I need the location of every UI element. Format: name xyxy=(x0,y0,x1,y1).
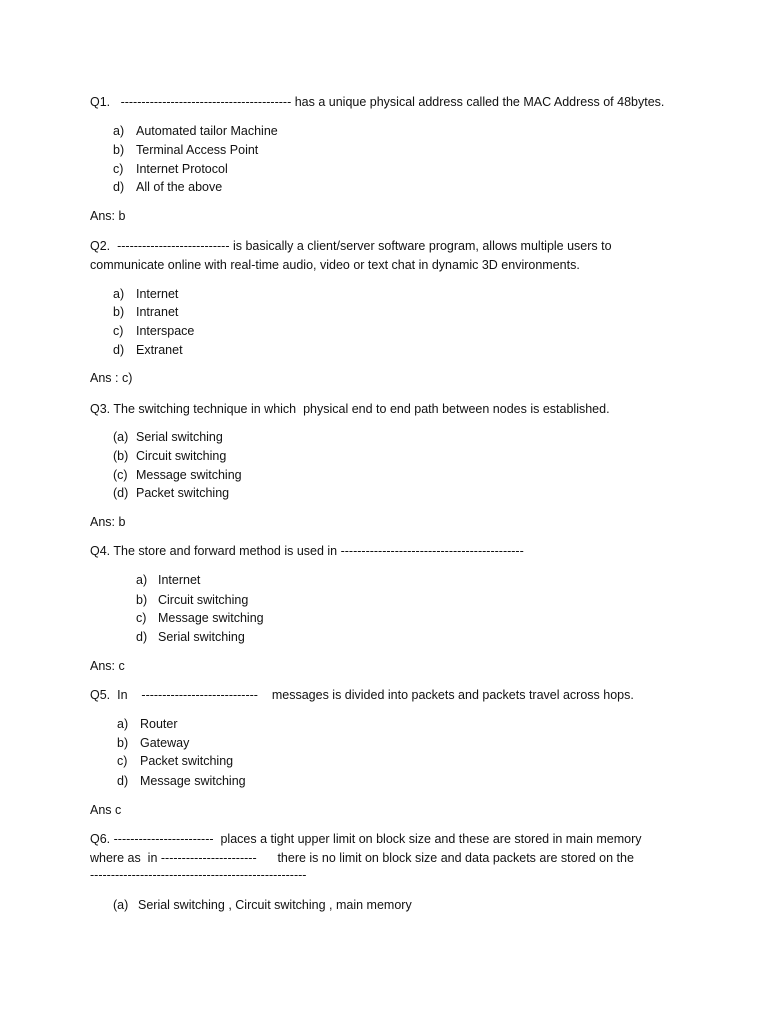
option-marker: (a) xyxy=(113,430,129,444)
option-marker: d) xyxy=(136,630,148,644)
option-text: Circuit switching xyxy=(136,449,227,463)
option-text: Terminal Access Point xyxy=(136,143,259,157)
option-marker: a) xyxy=(136,573,148,587)
option-marker: c) xyxy=(113,162,124,176)
option-marker: (b) xyxy=(113,449,129,463)
option-marker: b) xyxy=(136,593,148,607)
answer-3: Ans: b xyxy=(90,515,126,529)
question-2-text: Q2. --------------------------- is basically a client/server software program, allows multiple users to xyxy=(90,239,612,253)
option-marker: d) xyxy=(113,180,125,194)
option-marker: d) xyxy=(117,774,129,788)
option-marker: b) xyxy=(117,736,129,750)
option-text: Automated tailor Machine xyxy=(136,124,278,138)
option-text: Internet Protocol xyxy=(136,162,228,176)
option-marker: b) xyxy=(113,305,125,319)
option-marker: b) xyxy=(113,143,125,157)
question-2-text-cont: communicate online with real-time audio, video or text chat in dynamic 3D environments. xyxy=(90,258,580,272)
question-6-blank-line: ---------------------------------------------------- xyxy=(90,868,307,882)
answer-4: Ans: c xyxy=(90,659,125,673)
question-4-text: Q4. The store and forward method is used in -------------------------------------------- xyxy=(90,544,524,558)
option-marker: c) xyxy=(113,324,124,338)
question-5-text: Q5. In ---------------------------- messages is divided into packets and packets travel across hops. xyxy=(90,688,634,702)
option-text: Internet xyxy=(136,287,179,301)
option-text: Serial switching , Circuit switching , main memory xyxy=(138,898,412,912)
option-text: Router xyxy=(140,717,178,731)
option-text: Message switching xyxy=(140,774,246,788)
option-text: Gateway xyxy=(140,736,190,750)
option-text: Packet switching xyxy=(136,486,230,500)
option-text: Interspace xyxy=(136,324,195,338)
option-marker: a) xyxy=(113,287,125,301)
option-text: Serial switching xyxy=(158,630,245,644)
option-marker: d) xyxy=(113,343,125,357)
answer-1: Ans: b xyxy=(90,209,126,223)
question-1-text: Q1. ----------------------------------------- has a unique physical address called the MAC Address of 48bytes. xyxy=(90,95,665,109)
option-text: Message switching xyxy=(136,468,242,482)
option-text: Internet xyxy=(158,573,201,587)
option-text: Extranet xyxy=(136,343,183,357)
option-text: Intranet xyxy=(136,305,179,319)
option-text: Packet switching xyxy=(140,754,234,768)
option-marker: c) xyxy=(136,611,147,625)
option-text: Message switching xyxy=(158,611,264,625)
option-text: All of the above xyxy=(136,180,223,194)
option-marker: (d) xyxy=(113,486,129,500)
option-marker: a) xyxy=(117,717,129,731)
question-3-text: Q3. The switching technique in which physical end to end path between nodes is established. xyxy=(90,402,610,416)
question-6-text-cont: where as in ----------------------- there is no limit on block size and data packets are stored on the xyxy=(90,851,634,865)
answer-5: Ans c xyxy=(90,803,122,817)
option-marker: c) xyxy=(117,754,128,768)
option-marker: (c) xyxy=(113,468,128,482)
option-marker: (a) xyxy=(113,898,129,912)
question-6-text: Q6. ------------------------ places a tight upper limit on block size and these are stored in main memory xyxy=(90,832,642,846)
option-marker: a) xyxy=(113,124,125,138)
answer-2: Ans : c) xyxy=(90,371,133,385)
option-text: Circuit switching xyxy=(158,593,249,607)
option-text: Serial switching xyxy=(136,430,223,444)
